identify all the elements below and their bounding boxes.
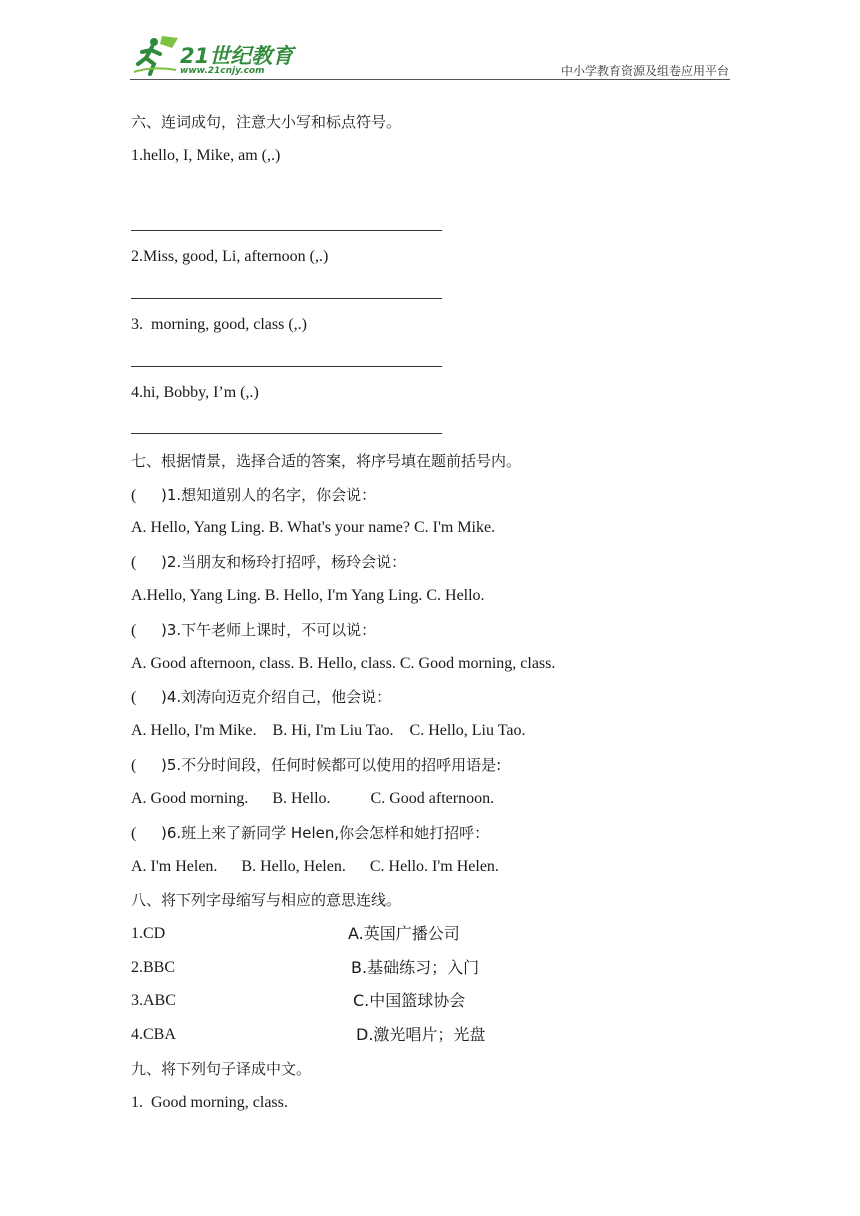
question-5: [131, 755, 501, 776]
section6-item-3: 3. morning, good, class (,.): [131, 316, 307, 333]
answer-paren[interactable]: (: [131, 554, 137, 571]
answer-paren[interactable]: (: [131, 487, 137, 504]
meaning-a[interactable]: A.英国广播公司: [348, 924, 460, 943]
meaning-b[interactable]: B.基础练习；入门: [351, 958, 480, 977]
question-4: [131, 687, 391, 708]
page-header: [0, 0, 860, 90]
question-text: )3.下午老师上课时，不可以说：: [161, 621, 377, 639]
abbr-1[interactable]: 1.CD: [131, 925, 166, 942]
answer-paren[interactable]: (: [131, 622, 137, 639]
abbr-4[interactable]: 4.CBA: [131, 1026, 176, 1043]
section6-title: 六、连词成句，注意大小写和标点符号。: [131, 113, 402, 131]
question-2-options: A.Hello, Yang Ling. B. Hello, I'm Yang Ling. C. Hello.: [131, 587, 485, 604]
runner-logo-icon: [132, 34, 182, 78]
question-3-options: A. Good afternoon, class. B. Hello, class. C. Good morning, class.: [131, 655, 556, 672]
logo-url: www.21cnjy.com: [180, 66, 265, 76]
question-4-options: A. Hello, I'm Mike. B. Hi, I'm Liu Tao. C. Hello, Liu Tao.: [131, 722, 526, 739]
answer-paren[interactable]: (: [131, 757, 137, 774]
meaning-d[interactable]: D.激光唱片；光盘: [356, 1025, 486, 1044]
header-divider: [130, 79, 730, 80]
abbr-2[interactable]: 2.BBC: [131, 959, 176, 976]
logo: [132, 34, 302, 82]
section7-title: 七、根据情景，选择合适的答案，将序号填在题前括号内。: [131, 452, 522, 470]
section9-title: 九、将下列句子译成中文。: [131, 1060, 312, 1078]
answer-line-3[interactable]: [131, 366, 442, 367]
answer-paren[interactable]: (: [131, 689, 137, 706]
question-text: )6.班上来了新同学 Helen,你会怎样和她打招呼：: [161, 824, 490, 842]
question-text: )5.不分时间段，任何时候都可以使用的招呼用语是:: [161, 756, 502, 774]
answer-line-4[interactable]: [131, 433, 442, 434]
question-2: [131, 552, 406, 573]
abbr-3[interactable]: 3.ABC: [131, 992, 176, 1009]
question-1: [131, 485, 376, 506]
section9-item-1: 1. Good morning, class.: [131, 1094, 288, 1111]
section6-item-2: 2.Miss, good, Li, afternoon (,.): [131, 248, 329, 265]
section8-title: 八、将下列字母缩写与相应的意思连线。: [131, 891, 402, 909]
question-text: )4.刘涛向迈克介绍自己，他会说：: [161, 688, 392, 706]
answer-paren[interactable]: (: [131, 825, 137, 842]
section6-item-4: 4.hi, Bobby, I’m (,.): [131, 384, 259, 401]
logo-text: 21世纪教育: [180, 44, 294, 68]
question-text: )2.当朋友和杨玲打招呼，杨玲会说：: [161, 553, 407, 571]
answer-line-1[interactable]: [131, 230, 442, 231]
question-5-options: A. Good morning. B. Hello. C. Good afternoon.: [131, 790, 495, 807]
question-6-options: A. I'm Helen. B. Hello, Helen. C. Hello. I'm Helen.: [131, 858, 499, 875]
question-6: [131, 823, 489, 844]
question-text: )1.想知道别人的名字，你会说：: [161, 486, 377, 504]
question-3: [131, 620, 376, 641]
meaning-c[interactable]: C.中国篮球协会: [353, 991, 466, 1010]
platform-title: 中小学教育资源及组卷应用平台: [560, 64, 729, 78]
answer-line-2[interactable]: [131, 298, 442, 299]
question-1-options: A. Hello, Yang Ling. B. What's your name? C. I'm Mike.: [131, 519, 496, 536]
section6-item-1: 1.hello, I, Mike, am (,.): [131, 147, 281, 164]
